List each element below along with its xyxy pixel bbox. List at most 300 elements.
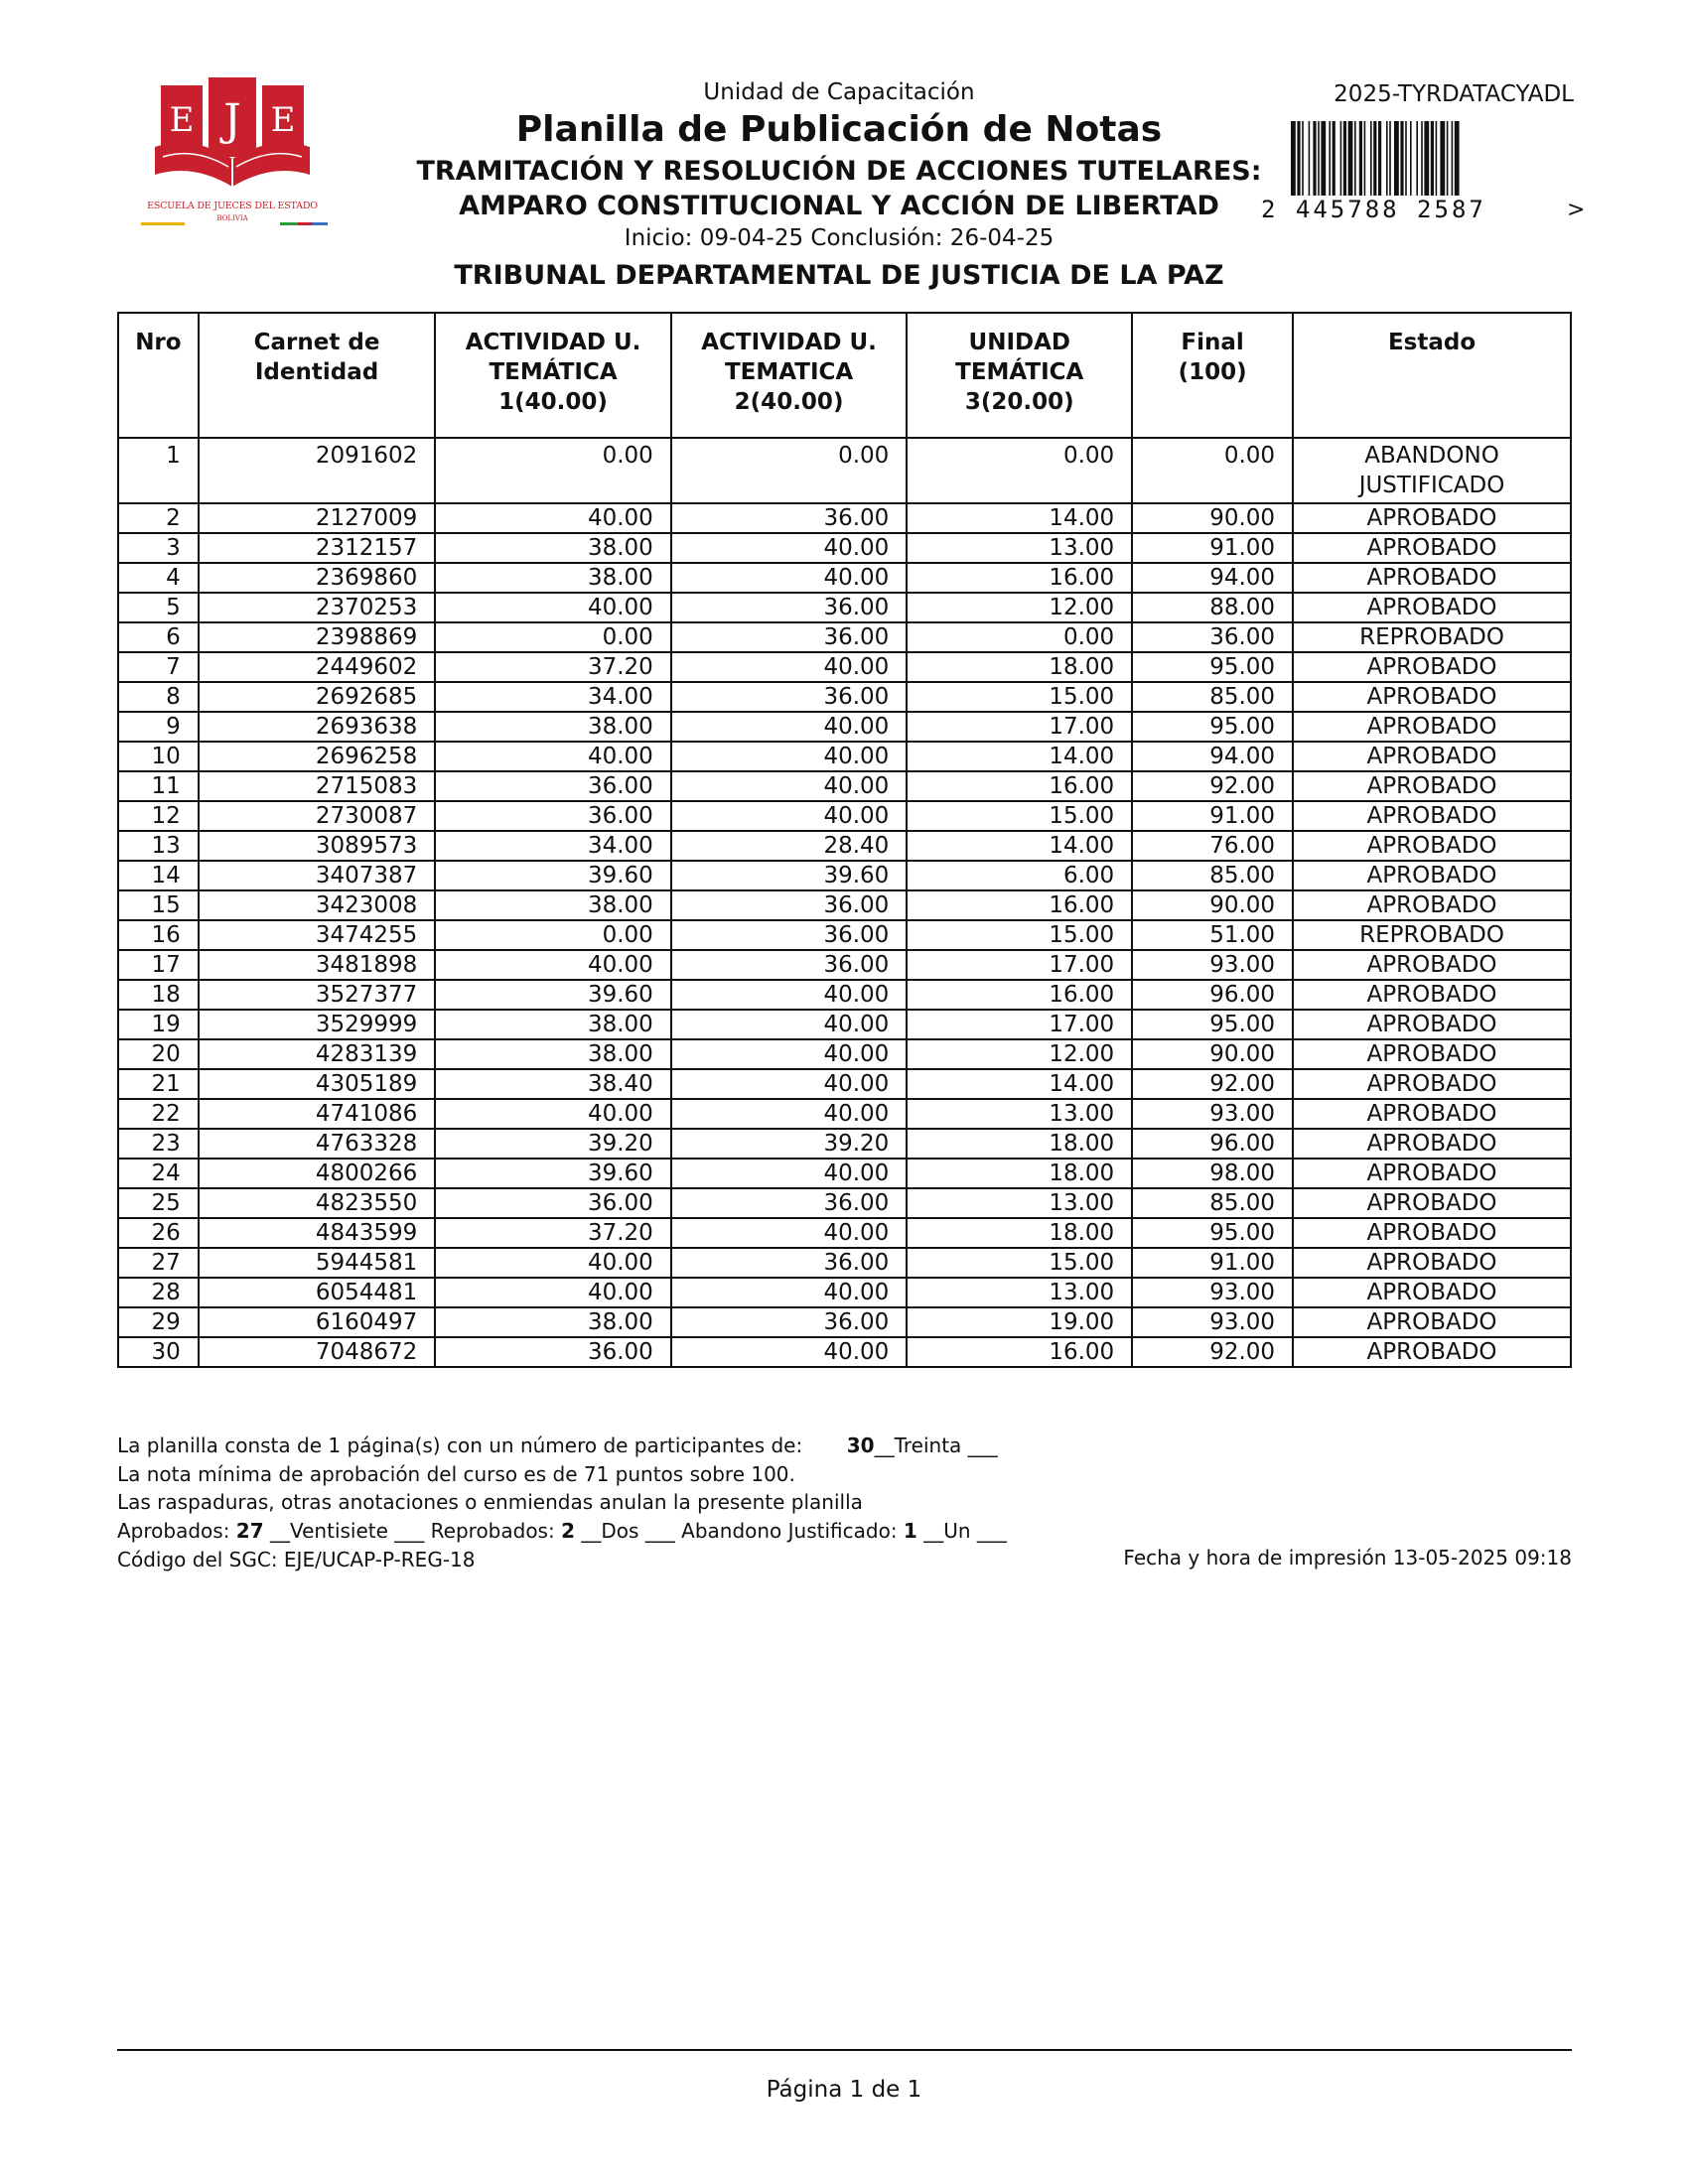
carnet-cell: 4843599 bbox=[199, 1218, 436, 1248]
actividad-2-cell: 36.00 bbox=[671, 1307, 908, 1337]
summary-notes bbox=[117, 1432, 1007, 1574]
logo-letter-e-left: E bbox=[169, 100, 195, 140]
unidad-3-cell: 15.00 bbox=[907, 920, 1132, 950]
carnet-cell: 6054481 bbox=[199, 1278, 436, 1307]
estado-cell: APROBADO bbox=[1293, 1069, 1571, 1099]
actividad-2-cell: 39.20 bbox=[671, 1129, 908, 1159]
carnet-cell: 6160497 bbox=[199, 1307, 436, 1337]
nro-cell: 17 bbox=[118, 950, 199, 980]
table-row bbox=[118, 1099, 1571, 1129]
actividad-2-cell: 40.00 bbox=[671, 1337, 908, 1367]
unidad-3-cell: 0.00 bbox=[907, 438, 1132, 503]
actividad-2-cell: 39.60 bbox=[671, 861, 908, 890]
estado-cell: REPROBADO bbox=[1293, 920, 1571, 950]
estado-cell: APROBADO bbox=[1293, 1159, 1571, 1188]
barcode-bar bbox=[1370, 121, 1372, 206]
table-row bbox=[118, 682, 1571, 712]
actividad-1-cell: 37.20 bbox=[435, 1218, 671, 1248]
table-row bbox=[118, 503, 1571, 533]
nro-cell: 8 bbox=[118, 682, 199, 712]
barcode-bar bbox=[1389, 121, 1391, 206]
carnet-cell: 2696258 bbox=[199, 742, 436, 771]
estado-cell: APROBADO bbox=[1293, 563, 1571, 593]
carnet-cell: 2369860 bbox=[199, 563, 436, 593]
course-title-line2: AMPARO CONSTITUCIONAL Y ACCIÓN DE LIBERTAD bbox=[459, 191, 1219, 221]
nro-cell: 15 bbox=[118, 890, 199, 920]
actividad-2-cell: 36.00 bbox=[671, 503, 908, 533]
actividad-2-cell: 28.40 bbox=[671, 831, 908, 861]
actividad-2-cell: 40.00 bbox=[671, 1159, 908, 1188]
table-row bbox=[118, 438, 1571, 503]
table-row bbox=[118, 920, 1571, 950]
table-row bbox=[118, 1069, 1571, 1099]
final-cell: 93.00 bbox=[1132, 950, 1293, 980]
barcode-bar bbox=[1297, 121, 1300, 206]
unidad-3-cell: 15.00 bbox=[907, 801, 1132, 831]
barcode-bar bbox=[1394, 121, 1399, 206]
actividad-2-cell: 40.00 bbox=[671, 1278, 908, 1307]
carnet-cell: 3423008 bbox=[199, 890, 436, 920]
table-row bbox=[118, 1188, 1571, 1218]
table-row bbox=[118, 890, 1571, 920]
nro-cell: 3 bbox=[118, 533, 199, 563]
barcode-bar bbox=[1343, 121, 1346, 206]
logo-letter-j: J bbox=[223, 95, 241, 146]
table-row bbox=[118, 1010, 1571, 1039]
actividad-2-cell: 40.00 bbox=[671, 533, 908, 563]
document-code: 2025-TYRDATACYADL bbox=[1334, 81, 1574, 107]
barcode-bar bbox=[1313, 121, 1316, 206]
nro-cell: 4 bbox=[118, 563, 199, 593]
actividad-2-cell: 36.00 bbox=[671, 890, 908, 920]
nro-cell: 10 bbox=[118, 742, 199, 771]
carnet-cell: 2715083 bbox=[199, 771, 436, 801]
column-header-final: Final (100) bbox=[1132, 313, 1293, 438]
unidad-3-cell: 15.00 bbox=[907, 1248, 1132, 1278]
carnet-cell: 3481898 bbox=[199, 950, 436, 980]
barcode-bar bbox=[1373, 121, 1376, 206]
final-cell: 92.00 bbox=[1132, 771, 1293, 801]
results-summary: Aprobados: 27 __Ventisiete ___ Reprobados: 2 __Dos ___ Abandono Justificado: 1 __Un ___ bbox=[117, 1519, 1007, 1544]
final-cell: 95.00 bbox=[1132, 652, 1293, 682]
column-header-unidad-3: UNIDAD TEMÁTICA 3(20.00) bbox=[907, 313, 1132, 438]
table-row bbox=[118, 861, 1571, 890]
print-date: Fecha y hora de impresión 13-05-2025 09:18 bbox=[1123, 1546, 1572, 1570]
barcode-bar bbox=[1447, 121, 1449, 206]
course-dates: Inicio: 09-04-25 Conclusión: 26-04-25 bbox=[624, 225, 1055, 251]
actividad-1-cell: 38.00 bbox=[435, 533, 671, 563]
estado-cell: APROBADO bbox=[1293, 890, 1571, 920]
logo-school-name: ESCUELA DE JUECES DEL ESTADO bbox=[147, 201, 318, 211]
nro-cell: 16 bbox=[118, 920, 199, 950]
final-cell: 90.00 bbox=[1132, 890, 1293, 920]
carnet-cell: 4741086 bbox=[199, 1099, 436, 1129]
nro-cell: 1 bbox=[118, 438, 199, 503]
actividad-2-cell: 0.00 bbox=[671, 438, 908, 503]
final-cell: 92.00 bbox=[1132, 1069, 1293, 1099]
unidad-3-cell: 14.00 bbox=[907, 831, 1132, 861]
unidad-3-cell: 17.00 bbox=[907, 950, 1132, 980]
barcode-bar bbox=[1410, 121, 1412, 206]
barcode-bar bbox=[1318, 121, 1320, 206]
actividad-1-cell: 0.00 bbox=[435, 622, 671, 652]
unidad-3-cell: 13.00 bbox=[907, 1278, 1132, 1307]
estado-cell: APROBADO bbox=[1293, 801, 1571, 831]
final-cell: 96.00 bbox=[1132, 980, 1293, 1010]
carnet-cell: 2449602 bbox=[199, 652, 436, 682]
final-cell: 93.00 bbox=[1132, 1307, 1293, 1337]
carnet-cell: 3089573 bbox=[199, 831, 436, 861]
nro-cell: 2 bbox=[118, 503, 199, 533]
final-cell: 36.00 bbox=[1132, 622, 1293, 652]
estado-cell: APROBADO bbox=[1293, 1248, 1571, 1278]
unidad-3-cell: 18.00 bbox=[907, 1159, 1132, 1188]
carnet-cell: 2091602 bbox=[199, 438, 436, 503]
table-row bbox=[118, 622, 1571, 652]
table-row bbox=[118, 1307, 1571, 1337]
final-cell: 98.00 bbox=[1132, 1159, 1293, 1188]
barcode-end-marker: > bbox=[1567, 198, 1586, 222]
actividad-1-cell: 38.40 bbox=[435, 1069, 671, 1099]
final-cell: 85.00 bbox=[1132, 682, 1293, 712]
carnet-cell: 2692685 bbox=[199, 682, 436, 712]
book-logo-icon bbox=[133, 75, 332, 200]
nro-cell: 22 bbox=[118, 1099, 199, 1129]
logo-letter-e-right: E bbox=[270, 100, 296, 140]
unidad-3-cell: 13.00 bbox=[907, 533, 1132, 563]
nro-cell: 5 bbox=[118, 593, 199, 622]
final-cell: 0.00 bbox=[1132, 438, 1293, 503]
nro-cell: 7 bbox=[118, 652, 199, 682]
actividad-2-cell: 36.00 bbox=[671, 622, 908, 652]
actividad-1-cell: 39.20 bbox=[435, 1129, 671, 1159]
actividad-2-cell: 36.00 bbox=[671, 1188, 908, 1218]
estado-cell: APROBADO bbox=[1293, 831, 1571, 861]
actividad-2-cell: 40.00 bbox=[671, 742, 908, 771]
estado-cell: APROBADO bbox=[1293, 980, 1571, 1010]
nro-cell: 24 bbox=[118, 1159, 199, 1188]
final-cell: 95.00 bbox=[1132, 1010, 1293, 1039]
table-row bbox=[118, 950, 1571, 980]
actividad-2-cell: 36.00 bbox=[671, 950, 908, 980]
nro-cell: 12 bbox=[118, 801, 199, 831]
estado-cell: APROBADO bbox=[1293, 1010, 1571, 1039]
unidad-3-cell: 0.00 bbox=[907, 622, 1132, 652]
unidad-3-cell: 17.00 bbox=[907, 1010, 1132, 1039]
final-cell: 51.00 bbox=[1132, 920, 1293, 950]
barcode-bar bbox=[1431, 121, 1434, 206]
barcode-bar bbox=[1291, 121, 1296, 206]
unidad-3-cell: 12.00 bbox=[907, 1039, 1132, 1069]
actividad-1-cell: 40.00 bbox=[435, 1278, 671, 1307]
participants-line: La planilla consta de 1 página(s) con un número de participantes de: 30__Treinta ___ bbox=[117, 1433, 998, 1457]
actividad-1-cell: 37.20 bbox=[435, 652, 671, 682]
unidad-3-cell: 16.00 bbox=[907, 563, 1132, 593]
table-row bbox=[118, 831, 1571, 861]
carnet-cell: 2370253 bbox=[199, 593, 436, 622]
minimum-grade-note: La nota mínima de aprobación del curso es de 71 puntos sobre 100. bbox=[117, 1461, 795, 1486]
unidad-3-cell: 13.00 bbox=[907, 1099, 1132, 1129]
actividad-1-cell: 36.00 bbox=[435, 801, 671, 831]
final-cell: 95.00 bbox=[1132, 712, 1293, 742]
nro-cell: 19 bbox=[118, 1010, 199, 1039]
nro-cell: 23 bbox=[118, 1129, 199, 1159]
logo-country: BOLIVIA bbox=[216, 214, 248, 222]
nro-cell: 25 bbox=[118, 1188, 199, 1218]
barcode-bar bbox=[1348, 121, 1353, 206]
unidad-3-cell: 17.00 bbox=[907, 712, 1132, 742]
logo-color-strip bbox=[298, 222, 312, 225]
column-header-actividad-2: ACTIVIDAD U. TEMATICA 2(40.00) bbox=[671, 313, 908, 438]
carnet-cell: 2398869 bbox=[199, 622, 436, 652]
unidad-3-cell: 18.00 bbox=[907, 652, 1132, 682]
actividad-2-cell: 40.00 bbox=[671, 801, 908, 831]
final-cell: 91.00 bbox=[1132, 801, 1293, 831]
estado-cell: APROBADO bbox=[1293, 950, 1571, 980]
table-row bbox=[118, 742, 1571, 771]
estado-cell: APROBADO bbox=[1293, 1337, 1571, 1367]
estado-cell: APROBADO bbox=[1293, 593, 1571, 622]
table-row bbox=[118, 1159, 1571, 1188]
nro-cell: 14 bbox=[118, 861, 199, 890]
actividad-2-cell: 40.00 bbox=[671, 1069, 908, 1099]
carnet-cell: 2730087 bbox=[199, 801, 436, 831]
barcode-bar bbox=[1416, 121, 1418, 206]
course-title-line1: TRAMITACIÓN Y RESOLUCIÓN DE ACCIONES TUTELARES: bbox=[416, 156, 1262, 187]
nro-cell: 13 bbox=[118, 831, 199, 861]
unidad-3-cell: 16.00 bbox=[907, 980, 1132, 1010]
table-row bbox=[118, 980, 1571, 1010]
column-header-estado: Estado bbox=[1293, 313, 1571, 438]
footer-divider bbox=[117, 2049, 1572, 2051]
actividad-1-cell: 38.00 bbox=[435, 1010, 671, 1039]
actividad-1-cell: 34.00 bbox=[435, 682, 671, 712]
actividad-1-cell: 38.00 bbox=[435, 563, 671, 593]
actividad-1-cell: 36.00 bbox=[435, 1337, 671, 1367]
barcode-bar bbox=[1452, 121, 1454, 206]
nro-cell: 11 bbox=[118, 771, 199, 801]
carnet-cell: 2312157 bbox=[199, 533, 436, 563]
estado-cell: APROBADO bbox=[1293, 1039, 1571, 1069]
actividad-1-cell: 40.00 bbox=[435, 1248, 671, 1278]
table-row bbox=[118, 652, 1571, 682]
school-logo bbox=[133, 75, 332, 234]
nro-cell: 30 bbox=[118, 1337, 199, 1367]
carnet-cell: 3529999 bbox=[199, 1010, 436, 1039]
unidad-3-cell: 18.00 bbox=[907, 1129, 1132, 1159]
actividad-1-cell: 0.00 bbox=[435, 920, 671, 950]
actividad-2-cell: 40.00 bbox=[671, 771, 908, 801]
carnet-cell: 4763328 bbox=[199, 1129, 436, 1159]
barcode-bar bbox=[1359, 121, 1362, 206]
table-row bbox=[118, 1337, 1571, 1367]
actividad-2-cell: 36.00 bbox=[671, 1248, 908, 1278]
unidad-3-cell: 6.00 bbox=[907, 861, 1132, 890]
unidad-3-cell: 14.00 bbox=[907, 742, 1132, 771]
estado-cell: APROBADO bbox=[1293, 652, 1571, 682]
table-row bbox=[118, 1129, 1571, 1159]
nro-cell: 9 bbox=[118, 712, 199, 742]
final-cell: 93.00 bbox=[1132, 1099, 1293, 1129]
carnet-cell: 2127009 bbox=[199, 503, 436, 533]
estado-cell: APROBADO bbox=[1293, 742, 1571, 771]
unidad-3-cell: 16.00 bbox=[907, 771, 1132, 801]
table-row bbox=[118, 771, 1571, 801]
barcode-bar bbox=[1340, 121, 1342, 206]
carnet-cell: 3474255 bbox=[199, 920, 436, 950]
barcode-bar bbox=[1329, 121, 1331, 206]
barcode-bar bbox=[1386, 121, 1388, 206]
logo-color-strip bbox=[280, 222, 298, 225]
final-cell: 90.00 bbox=[1132, 503, 1293, 533]
final-cell: 96.00 bbox=[1132, 1129, 1293, 1159]
barcode-bar bbox=[1405, 121, 1407, 206]
table-row bbox=[118, 1218, 1571, 1248]
actividad-2-cell: 40.00 bbox=[671, 980, 908, 1010]
unidad-3-cell: 18.00 bbox=[907, 1218, 1132, 1248]
estado-cell: ABANDONO JUSTIFICADO bbox=[1293, 438, 1571, 503]
barcode-bar bbox=[1309, 121, 1311, 206]
nro-cell: 21 bbox=[118, 1069, 199, 1099]
estado-cell: APROBADO bbox=[1293, 533, 1571, 563]
actividad-1-cell: 40.00 bbox=[435, 950, 671, 980]
actividad-2-cell: 40.00 bbox=[671, 1099, 908, 1129]
actividad-1-cell: 38.00 bbox=[435, 890, 671, 920]
actividad-2-cell: 40.00 bbox=[671, 563, 908, 593]
unidad-3-cell: 15.00 bbox=[907, 682, 1132, 712]
unidad-3-cell: 14.00 bbox=[907, 1069, 1132, 1099]
nro-cell: 28 bbox=[118, 1278, 199, 1307]
table-row bbox=[118, 1278, 1571, 1307]
actividad-1-cell: 38.00 bbox=[435, 1039, 671, 1069]
estado-cell: APROBADO bbox=[1293, 503, 1571, 533]
estado-cell: APROBADO bbox=[1293, 682, 1571, 712]
barcode-bar bbox=[1354, 121, 1356, 206]
nro-cell: 20 bbox=[118, 1039, 199, 1069]
column-header-actividad-1: ACTIVIDAD U. TEMÁTICA 1(40.00) bbox=[435, 313, 671, 438]
actividad-1-cell: 0.00 bbox=[435, 438, 671, 503]
estado-cell: APROBADO bbox=[1293, 1307, 1571, 1337]
estado-cell: APROBADO bbox=[1293, 1278, 1571, 1307]
tribunal-name: TRIBUNAL DEPARTAMENTAL DE JUSTICIA DE LA PAZ bbox=[454, 260, 1224, 291]
actividad-2-cell: 40.00 bbox=[671, 1039, 908, 1069]
page-number: Página 1 de 1 bbox=[766, 2077, 922, 2103]
estado-cell: APROBADO bbox=[1293, 771, 1571, 801]
final-cell: 85.00 bbox=[1132, 1188, 1293, 1218]
carnet-cell: 3407387 bbox=[199, 861, 436, 890]
unit-name: Unidad de Capacitación bbox=[703, 79, 975, 105]
barcode-icon bbox=[1291, 121, 1541, 206]
estado-cell: APROBADO bbox=[1293, 1129, 1571, 1159]
nro-cell: 18 bbox=[118, 980, 199, 1010]
table-row bbox=[118, 533, 1571, 563]
carnet-cell: 4800266 bbox=[199, 1159, 436, 1188]
estado-cell: APROBADO bbox=[1293, 1099, 1571, 1129]
estado-cell: APROBADO bbox=[1293, 1218, 1571, 1248]
table-row bbox=[118, 801, 1571, 831]
final-cell: 91.00 bbox=[1132, 533, 1293, 563]
estado-cell: APROBADO bbox=[1293, 1188, 1571, 1218]
barcode-bar bbox=[1436, 121, 1438, 206]
actividad-1-cell: 40.00 bbox=[435, 593, 671, 622]
actividad-1-cell: 39.60 bbox=[435, 1159, 671, 1188]
actividad-1-cell: 34.00 bbox=[435, 831, 671, 861]
final-cell: 76.00 bbox=[1132, 831, 1293, 861]
barcode-bar bbox=[1302, 121, 1304, 206]
actividad-2-cell: 40.00 bbox=[671, 712, 908, 742]
barcode-bar bbox=[1321, 121, 1326, 206]
actividad-1-cell: 38.00 bbox=[435, 712, 671, 742]
table-row bbox=[118, 712, 1571, 742]
actividad-1-cell: 36.00 bbox=[435, 1188, 671, 1218]
actividad-1-cell: 39.60 bbox=[435, 861, 671, 890]
logo-color-strip bbox=[141, 222, 185, 225]
barcode-bar bbox=[1333, 121, 1336, 206]
actividad-1-cell: 40.00 bbox=[435, 503, 671, 533]
carnet-cell: 4305189 bbox=[199, 1069, 436, 1099]
final-cell: 94.00 bbox=[1132, 742, 1293, 771]
actividad-1-cell: 40.00 bbox=[435, 1099, 671, 1129]
actividad-1-cell: 39.60 bbox=[435, 980, 671, 1010]
unidad-3-cell: 16.00 bbox=[907, 890, 1132, 920]
actividad-2-cell: 40.00 bbox=[671, 1010, 908, 1039]
nro-cell: 27 bbox=[118, 1248, 199, 1278]
table-row bbox=[118, 593, 1571, 622]
table-row bbox=[118, 563, 1571, 593]
carnet-cell: 5944581 bbox=[199, 1248, 436, 1278]
logo-color-strip bbox=[312, 222, 328, 225]
unidad-3-cell: 16.00 bbox=[907, 1337, 1132, 1367]
barcode-bar bbox=[1440, 121, 1445, 206]
barcode-bar bbox=[1421, 121, 1423, 206]
actividad-2-cell: 36.00 bbox=[671, 920, 908, 950]
final-cell: 91.00 bbox=[1132, 1248, 1293, 1278]
carnet-cell: 4823550 bbox=[199, 1188, 436, 1218]
actividad-2-cell: 40.00 bbox=[671, 652, 908, 682]
barcode-bar bbox=[1364, 121, 1366, 206]
unidad-3-cell: 13.00 bbox=[907, 1188, 1132, 1218]
table-row bbox=[118, 1039, 1571, 1069]
barcode-bar bbox=[1378, 121, 1381, 206]
final-cell: 92.00 bbox=[1132, 1337, 1293, 1367]
actividad-2-cell: 40.00 bbox=[671, 1218, 908, 1248]
carnet-cell: 3527377 bbox=[199, 980, 436, 1010]
carnet-cell: 7048672 bbox=[199, 1337, 436, 1367]
barcode-digits: 2 445788 2587 bbox=[1261, 196, 1486, 223]
table-header-row bbox=[118, 313, 1571, 438]
column-header-nro: Nro bbox=[118, 313, 199, 438]
actividad-2-cell: 36.00 bbox=[671, 682, 908, 712]
final-cell: 94.00 bbox=[1132, 563, 1293, 593]
actividad-1-cell: 36.00 bbox=[435, 771, 671, 801]
barcode-bar bbox=[1424, 121, 1429, 206]
unidad-3-cell: 14.00 bbox=[907, 503, 1132, 533]
nro-cell: 26 bbox=[118, 1218, 199, 1248]
carnet-cell: 2693638 bbox=[199, 712, 436, 742]
page-title: Planilla de Publicación de Notas bbox=[515, 109, 1163, 150]
barcode-bar bbox=[1400, 121, 1403, 206]
unidad-3-cell: 12.00 bbox=[907, 593, 1132, 622]
actividad-2-cell: 36.00 bbox=[671, 593, 908, 622]
final-cell: 90.00 bbox=[1132, 1039, 1293, 1069]
barcode-bar bbox=[1455, 121, 1460, 206]
final-cell: 93.00 bbox=[1132, 1278, 1293, 1307]
carnet-cell: 4283139 bbox=[199, 1039, 436, 1069]
estado-cell: REPROBADO bbox=[1293, 622, 1571, 652]
sgc-code: Código del SGC: EJE/UCAP-P-REG-18 bbox=[117, 1547, 476, 1571]
final-cell: 95.00 bbox=[1132, 1218, 1293, 1248]
final-cell: 88.00 bbox=[1132, 593, 1293, 622]
